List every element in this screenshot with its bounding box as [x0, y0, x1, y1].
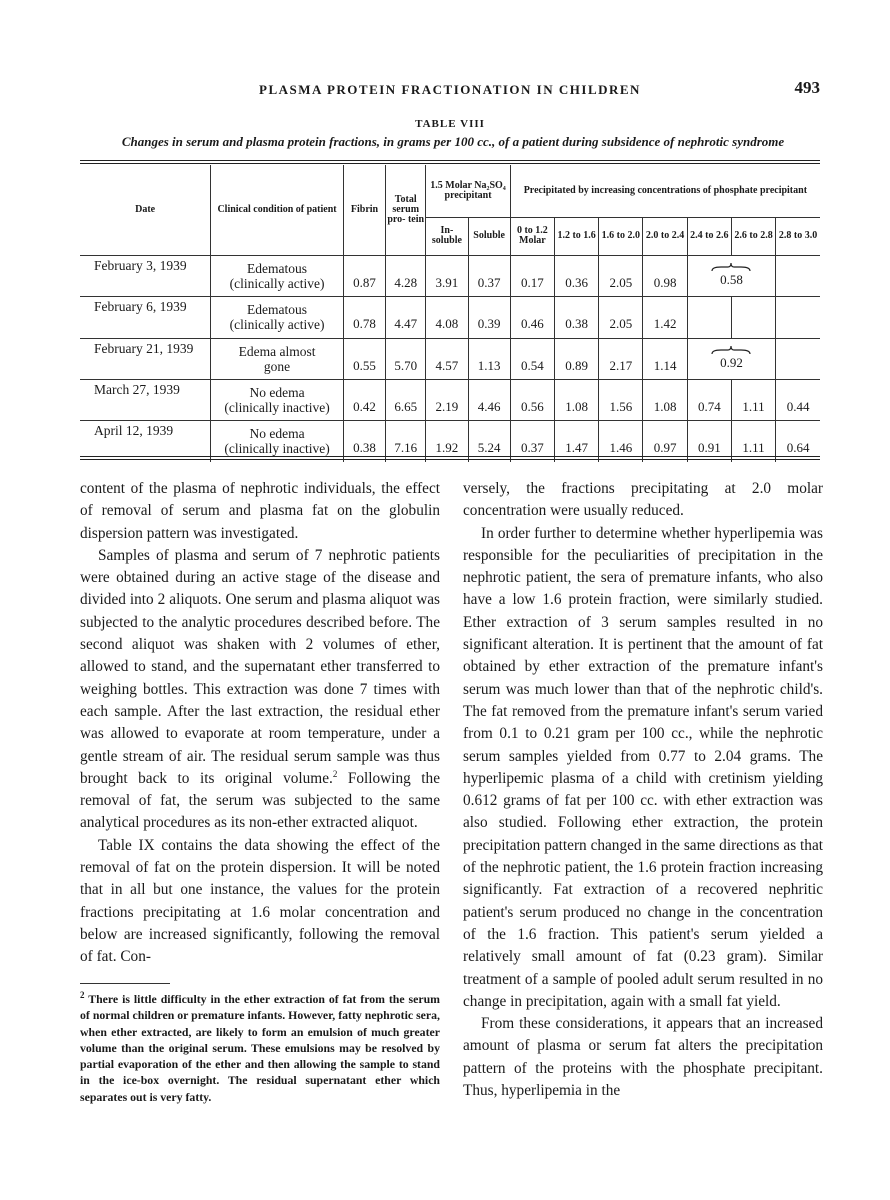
row-date: February 3, 1939 — [80, 255, 211, 296]
cell-phosphate-empty — [776, 255, 820, 296]
condition-line: Edematous — [247, 302, 308, 317]
cell-soluble: 4.46 — [468, 379, 510, 420]
row-date: February 21, 1939 — [80, 338, 211, 379]
cell-insoluble: 2.19 — [426, 379, 468, 420]
paragraph — [80, 545, 440, 835]
condition-line: (clinically active) — [229, 317, 325, 332]
brace-value — [720, 264, 743, 288]
cell-phosphate: 1.46 — [599, 420, 643, 462]
brace-value — [720, 347, 743, 371]
cell-phosphate: 1.11 — [731, 379, 775, 420]
cell-soluble: 0.39 — [468, 296, 510, 338]
page-header — [80, 78, 820, 100]
cell-fibrin: 0.55 — [343, 338, 385, 379]
brace-text: 0.92 — [720, 354, 743, 370]
cell-phosphate: 2.17 — [599, 338, 643, 379]
cell-phosphate-empty — [687, 296, 775, 338]
cell-total: 7.16 — [386, 420, 426, 462]
header-phosphate-col: 1.2 to 1.6 — [555, 217, 599, 255]
header-total-serum-protein: Total serum pro- tein — [386, 165, 426, 255]
cell-phosphate-empty — [776, 338, 820, 379]
cell-phosphate: 0.46 — [510, 296, 554, 338]
table-caption: Changes in serum and plasma protein fractions, in grams per 100 cc., of a patient during subsidence of nephrotic syndrome — [121, 134, 785, 149]
paragraph: From these considerations, it appears that an increased amount of plasma or serum fat alters the precipitation pattern of the proteins with the phosphate precipitant. Thus, hyperlipemia in the — [463, 1015, 823, 1100]
row-condition — [211, 379, 344, 420]
paragraph: Table IX contains the data showing the effect of the removal of fat on the protein dispersion. It will be noted that in all but one instance, the values for the protein fractions precipitating at 1.6 molar concentration and below are increased significantly, following the removal of fat. Con- — [80, 836, 440, 966]
header-fibrin: Fibrin — [343, 165, 385, 255]
cell-phosphate: 0.89 — [555, 338, 599, 379]
paragraph: versely, the fractions precipitating at 2.0 molar concentration were usually reduced. — [463, 480, 823, 520]
header-phosphate-col: 2.6 to 2.8 — [731, 217, 775, 255]
cell-insoluble: 1.92 — [426, 420, 468, 462]
table-bottom-rule — [80, 456, 820, 460]
cell-phosphate: 1.08 — [643, 379, 687, 420]
cell-phosphate: 0.56 — [510, 379, 554, 420]
header-condition: Clinical condition of patient — [211, 165, 344, 255]
cell-phosphate: 0.38 — [555, 296, 599, 338]
header-phosphate-col: 2.0 to 2.4 — [643, 217, 687, 255]
cell-phosphate: 0.36 — [555, 255, 599, 296]
cell-phosphate: 0.64 — [776, 420, 820, 462]
cell-brace — [687, 338, 775, 379]
cell-phosphate: 1.08 — [555, 379, 599, 420]
cell-insoluble: 3.91 — [426, 255, 468, 296]
cell-phosphate: 0.37 — [510, 420, 554, 462]
brace-text: 0.58 — [720, 271, 743, 287]
header-phosphate-col: 2.8 to 3.0 — [776, 217, 820, 255]
cell-soluble: 1.13 — [468, 338, 510, 379]
cell-fibrin: 0.38 — [343, 420, 385, 462]
cell-total: 4.28 — [386, 255, 426, 296]
cell-total: 4.47 — [386, 296, 426, 338]
paragraph-text: Samples of plasma and serum of 7 nephrotic patients were obtained during an active stage of the disease and divided into 2 aliquots. One serum and plasma aliquot was subjected to the analytic procedures described before. The second aliquot was shaken with 2 volumes of ether, allowed to stand, and the supernatant ether transferred to weighing bottles. This extraction was done 7 times with each sample. After the last extraction, the residual ether was allowed to evaporate at room temperature, under a gentle stream of air. The residual serum sample was thus brought back to its original volume. — [80, 546, 440, 787]
paragraph: content of the plasma of nephrotic individuals, the effect of removal of serum and plasma fat on the globulin dispersion pattern was investigated. — [80, 480, 440, 542]
page-number: 493 — [794, 78, 820, 97]
row-date: April 12, 1939 — [94, 422, 174, 438]
cell-soluble: 0.37 — [468, 255, 510, 296]
paragraph: In order further to determine whether hyperlipemia was responsible for the peculiarities of precipitation in the nephrotic patient, the sera of premature infants, who also have a low 1.6 protein fraction, were similarly studied. Ether extraction of 3 serum samples resulted in no significant alteration. It is pertinent that the amount of fat obtained by ether extraction of the premature infant's serum was much lower than that of the nephrotic child's. The fat removed from the premature infant's serum varied from 0.1 to 0.21 gram per 100 cc., while the nephrotic serum samples yielded from 0.77 to 2.04 grams. The hyperlipemic plasma of a child with cretinism yielding 0.612 grams of fat per 100 cc. with ether extraction was also studied. Following ether extraction, the protein precipitation pattern changed in the same directions as that of the nephrotic patient, the 1.6 protein fraction increasing significantly. Fat extraction of a recovered nephritic patient's serum produced no change in the concentration of the 1.6 fraction. This patient's serum yielded a relatively small amount of fat (0.23 gram). Similar treatment of a sample of pooled adult serum resulted in no change in precipitation, again with a small fat yield. — [463, 524, 823, 1010]
cell-phosphate: 0.74 — [687, 379, 731, 420]
cell-fibrin: 0.42 — [343, 379, 385, 420]
brace-icon — [711, 345, 751, 355]
table-row — [80, 255, 820, 296]
condition-line: (clinically inactive) — [224, 399, 330, 415]
footnote-text: There is little difficulty in the ether extraction of fat from the serum of normal children or premature infants. However, fatty nephrotic sera, when ether extracted, are likely to form an emulsion of much greater volume than the original serum. These emulsions may be resolved by partial evaporation of the ether and then allowing the sample to stand in the ice-box overnight. The residual supernatant ether which separates out is very fatty. — [80, 992, 440, 1104]
cell-phosphate-empty — [776, 296, 820, 338]
cell-phosphate: 1.47 — [555, 420, 599, 462]
header-date: Date — [80, 165, 211, 255]
cell-phosphate: 0.98 — [643, 255, 687, 296]
condition-line: Edema almost — [238, 343, 316, 359]
condition-line: (clinically active) — [229, 275, 325, 291]
cell-phosphate: 0.17 — [510, 255, 554, 296]
right-column — [463, 478, 823, 1102]
cell-phosphate: 2.05 — [599, 255, 643, 296]
table-row — [80, 379, 820, 420]
footnote-marker: 2 — [80, 990, 85, 1001]
header-naso4-group: 1.5 Molar Na₂SO₄ precipitant — [426, 165, 510, 217]
row-date: February 6, 1939 — [80, 296, 211, 338]
cell-phosphate: 1.56 — [599, 379, 643, 420]
cell-insoluble: 4.08 — [426, 296, 468, 338]
row-condition — [211, 296, 344, 338]
header-phosphate-col: 2.4 to 2.6 — [687, 217, 731, 255]
condition-line: (clinically inactive) — [224, 441, 330, 457]
cell-phosphate: 0.54 — [510, 338, 554, 379]
left-column — [80, 478, 440, 969]
paragraph-text: Following the removal of fat, the serum was subjected to the same analytical procedures as its non-ether extracted aliquot. — [80, 769, 440, 832]
cell-insoluble: 4.57 — [426, 338, 468, 379]
table-row — [80, 338, 820, 379]
header-soluble: Soluble — [468, 217, 510, 255]
cell-phosphate: 0.97 — [643, 420, 687, 462]
table-top-rule — [80, 160, 820, 164]
cell-phosphate: 0.91 — [687, 420, 731, 462]
condition-line: gone — [263, 358, 291, 374]
cell-total: 5.70 — [386, 338, 426, 379]
condition-line: No edema — [249, 426, 305, 442]
row-date: March 27, 1939 — [80, 379, 211, 420]
cell-phosphate: 1.14 — [643, 338, 687, 379]
cell-soluble: 5.24 — [468, 420, 510, 462]
cell-phosphate: 1.11 — [731, 420, 775, 462]
table-row — [80, 296, 820, 338]
footnote-ref: 2 — [332, 768, 338, 779]
header-phosphate-col: 0 to 1.2 Molar — [510, 217, 554, 255]
cell-brace — [687, 255, 775, 296]
condition-line: No edema — [249, 384, 305, 400]
data-table — [80, 165, 820, 462]
cell-phosphate: 1.42 — [643, 296, 687, 338]
footnote — [80, 991, 440, 1105]
cell-fibrin: 0.78 — [343, 296, 385, 338]
condition-line: Edematous — [247, 260, 308, 276]
header-insoluble: In- soluble — [426, 217, 468, 255]
header-phosphate-group: Precipitated by increasing concentrations of phosphate precipitant — [510, 165, 820, 217]
brace-icon — [711, 262, 751, 272]
footnote-rule — [80, 983, 170, 984]
cell-fibrin: 0.87 — [343, 255, 385, 296]
table-label: TABLE VIII — [415, 118, 485, 130]
cell-phosphate: 0.44 — [776, 379, 820, 420]
row-condition — [211, 338, 344, 379]
cell-total: 6.65 — [386, 379, 426, 420]
header-phosphate-col: 1.6 to 2.0 — [599, 217, 643, 255]
cell-phosphate: 2.05 — [599, 296, 643, 338]
running-title: PLASMA PROTEIN FRACTIONATION IN CHILDREN — [259, 82, 641, 97]
row-condition — [211, 255, 344, 296]
